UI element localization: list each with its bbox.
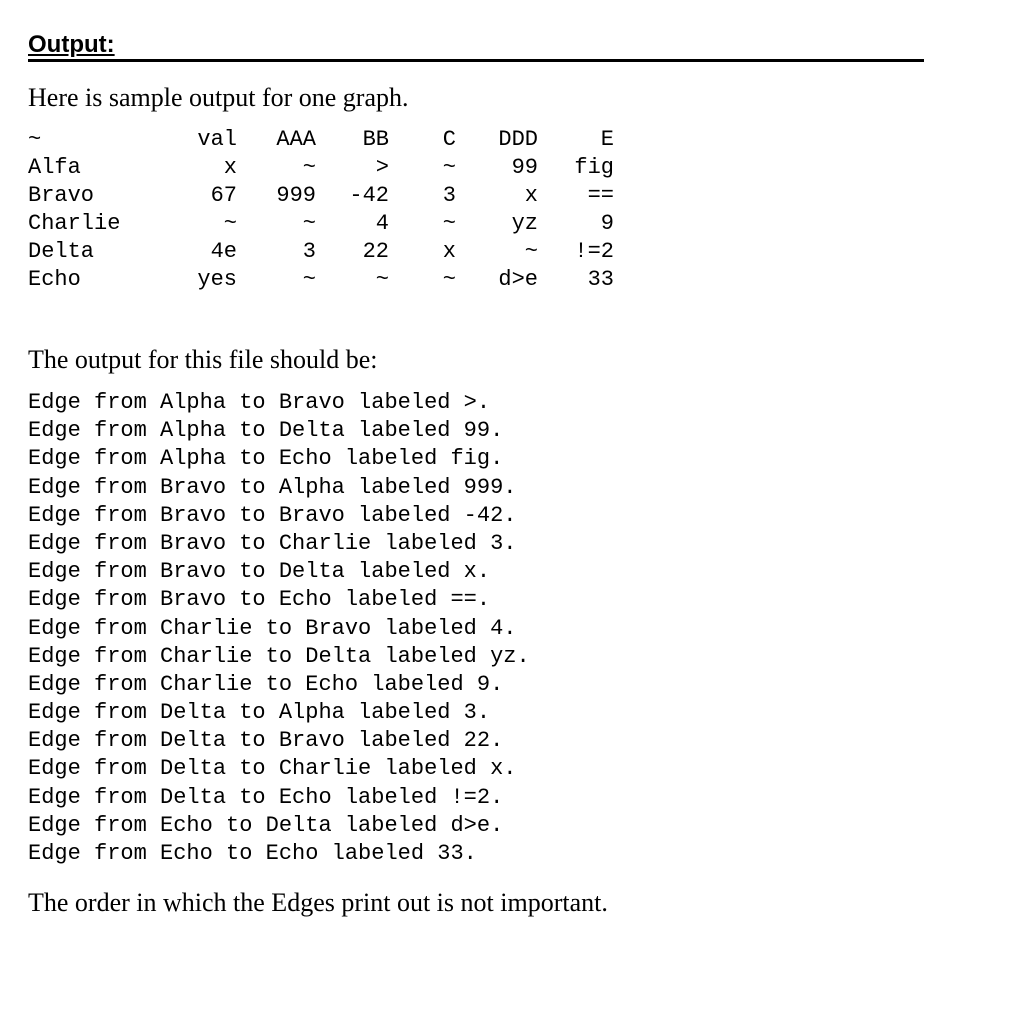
edge-line: Edge from Bravo to Charlie labeled 3. [28, 530, 517, 556]
matrix-row-label: Delta [28, 239, 95, 264]
matrix-row [28, 266, 614, 294]
edge-line: Edge from Alpha to Delta labeled 99. [28, 418, 504, 444]
matrix-cell: d>e [498, 267, 538, 292]
matrix-cell: 67 [210, 183, 237, 208]
edge-line: Edge from Echo to Echo labeled 33. [28, 841, 477, 866]
edge-line: Edge from Alpha to Echo labeled fig. [28, 446, 504, 472]
matrix-cell: == [587, 183, 614, 208]
matrix-cell: 4e [210, 239, 237, 264]
matrix-body [28, 154, 614, 294]
edge-line: Edge from Delta to Echo labeled !=2. [28, 784, 504, 810]
matrix-row [28, 210, 614, 238]
matrix-cell: ~ [302, 155, 316, 180]
matrix-cell: 99 [511, 155, 538, 180]
edge-line: Edge from Delta to Alpha labeled 3. [28, 700, 491, 726]
matrix-header-cell: C [442, 127, 456, 152]
intro-paragraph: Here is sample output for one graph. [28, 83, 409, 112]
matrix-row [28, 182, 614, 210]
matrix-cell: x [524, 183, 538, 208]
matrix-row-label: Alfa [28, 155, 81, 180]
matrix-cell: -42 [349, 183, 389, 208]
matrix-cell: ~ [442, 267, 456, 292]
matrix-row-label: Charlie [28, 211, 121, 236]
heading-text: Output: [28, 31, 115, 58]
matrix-header-cell: BB [362, 127, 389, 152]
matrix-cell: > [375, 155, 389, 180]
matrix-cell: ~ [375, 267, 389, 292]
matrix-cell: ~ [302, 211, 316, 236]
matrix-cell: 3 [442, 183, 456, 208]
expected-output-intro: The output for this file should be: [28, 345, 378, 374]
edge-line: Edge from Bravo to Bravo labeled -42. [28, 502, 517, 528]
edge-line: Edge from Charlie to Echo labeled 9. [28, 671, 504, 697]
matrix-cell: ~ [223, 211, 237, 236]
matrix-cell: 999 [276, 183, 316, 208]
matrix-row-label: Bravo [28, 183, 95, 208]
matrix-cell: x [442, 239, 456, 264]
matrix-cell: ~ [442, 211, 456, 236]
matrix-header-cell: val [197, 127, 237, 152]
matrix-cell: ~ [302, 267, 316, 292]
edge-line: Edge from Delta to Charlie labeled x. [28, 756, 517, 782]
matrix-cell: 4 [375, 211, 389, 236]
edge-line: Edge from Echo to Delta labeled d>e. [28, 812, 504, 838]
matrix-header-row [28, 126, 614, 154]
section-heading [28, 31, 924, 62]
matrix-cell: 3 [302, 239, 316, 264]
matrix-row [28, 238, 614, 266]
matrix-cell: 22 [362, 239, 389, 264]
matrix-header-cell: DDD [498, 127, 538, 152]
matrix-header-cell: E [600, 127, 614, 152]
closing-paragraph: The order in which the Edges print out is not important. [28, 888, 608, 917]
matrix-row-label: Echo [28, 267, 81, 292]
matrix-cell: x [223, 155, 237, 180]
edge-line: Edge from Alpha to Bravo labeled >. [28, 390, 491, 415]
matrix-cell: yes [197, 267, 237, 292]
edge-line: Edge from Charlie to Bravo labeled 4. [28, 615, 517, 641]
matrix-cell: yz [511, 211, 538, 236]
matrix-cell: 33 [587, 267, 614, 292]
matrix-header-cell: AAA [276, 127, 316, 152]
matrix-cell: !=2 [574, 239, 614, 264]
matrix-cell: ~ [524, 239, 538, 264]
edge-list [28, 389, 530, 868]
matrix-header-cell: ~ [28, 127, 42, 152]
matrix-cell: 9 [600, 211, 614, 236]
matrix-cell: ~ [442, 155, 456, 180]
edge-line: Edge from Bravo to Alpha labeled 999. [28, 474, 517, 500]
sample-matrix-table [28, 126, 614, 294]
edge-line: Edge from Bravo to Echo labeled ==. [28, 587, 491, 613]
matrix-row [28, 154, 614, 182]
edge-line: Edge from Delta to Bravo labeled 22. [28, 728, 504, 754]
edge-line: Edge from Charlie to Delta labeled yz. [28, 643, 530, 669]
edge-line: Edge from Bravo to Delta labeled x. [28, 559, 491, 585]
matrix-cell: fig [574, 155, 614, 180]
